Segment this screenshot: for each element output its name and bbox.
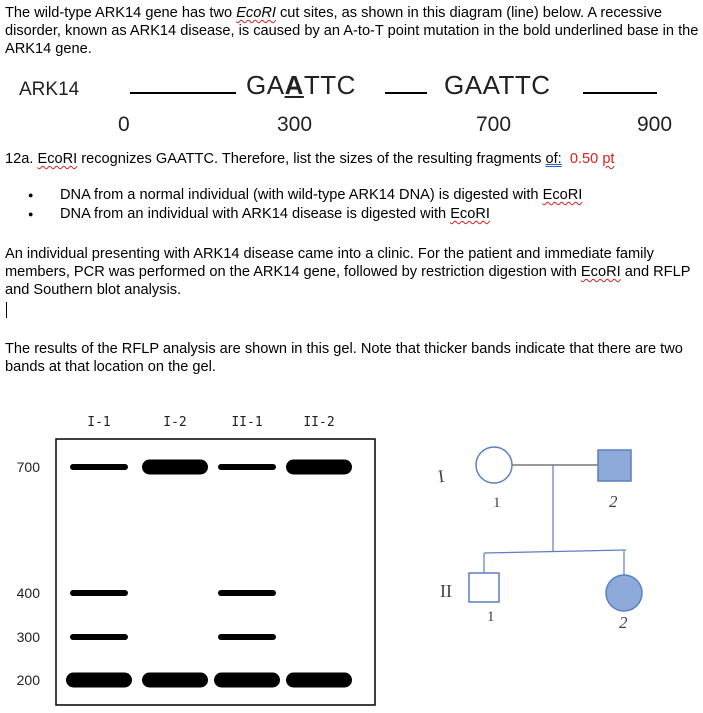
size-label: 300 (16, 629, 40, 645)
gel-figure (0, 400, 390, 713)
gene-line-segment (385, 92, 427, 94)
sibship-line (484, 550, 626, 553)
gel-band (218, 590, 276, 596)
question-12a: 12a. EcoRI recognizes GAATTC. Therefore, list the sizes of the resulting fragments of: 0.50 pt (5, 151, 615, 167)
bullet-list (24, 186, 582, 224)
individual-number: 2 (619, 613, 628, 632)
individual-II-2 (606, 575, 642, 611)
gel-band (214, 673, 280, 688)
lane-label: II-1 (231, 415, 263, 430)
gel-band (142, 460, 208, 475)
points-value: 0.50 (569, 151, 599, 167)
cut-site-1: GAATTC (246, 70, 356, 100)
individual-I-2 (598, 450, 631, 481)
clinic-paragraph: An individual presenting with ARK14 disease came into a clinic. For the patient and immediate family members, PCR was performed on the ARK14 gene, followed by restriction digestion with EcoRI and RFLP and Southern blot analysis. (5, 246, 691, 298)
intro-paragraph: The wild-type ARK14 gene has two EcoRI cut sites, as shown in this diagram (line) below. A recessive disorder, known as ARK14 disease, is caused by an A-to-T point mutation in the bold underlined base in the ARK14 gene. (5, 5, 699, 57)
gel-band (70, 590, 128, 596)
individual-number: 1 (493, 495, 501, 511)
gel-band (70, 464, 128, 470)
gel-band (142, 673, 208, 688)
text-cursor (6, 302, 7, 318)
enzyme-name: EcoRI (236, 5, 276, 21)
position-label: 900 (637, 113, 673, 136)
lane-label: II-2 (303, 415, 335, 430)
gel-band (66, 673, 132, 688)
size-label: 700 (16, 459, 40, 475)
list-item: ● DNA from an individual with ARK14 disease is digested with EcoRI (24, 205, 582, 224)
generation-label: I (436, 465, 446, 487)
points-unit: pt (602, 151, 615, 167)
position-label: 300 (277, 113, 313, 136)
list-item: ● DNA from a normal individual (with wild-type ARK14 DNA) is digested with EcoRI (24, 186, 582, 205)
lane-label: I-1 (87, 415, 111, 430)
size-label: 400 (16, 585, 40, 601)
gene-line-segment (130, 92, 236, 94)
position-label: 700 (476, 113, 512, 136)
position-label: 0 (118, 113, 130, 136)
mutated-base: A (284, 70, 304, 100)
cut-site-2: GAATTC (444, 70, 551, 100)
gel-band (218, 464, 276, 470)
generation-label: II (440, 581, 452, 601)
gel-band (218, 634, 276, 640)
gel-band (286, 673, 352, 688)
pedigree-chart (420, 435, 700, 645)
gel-band (70, 634, 128, 640)
results-paragraph: The results of the RFLP analysis are shown in this gel. Note that thicker bands indicate that there are two bands at that location on the gel. (5, 341, 683, 375)
individual-number: 1 (487, 609, 495, 625)
gel-band (286, 460, 352, 475)
individual-I-1 (476, 447, 512, 483)
gel-frame (56, 439, 375, 705)
lane-label: I-2 (163, 415, 187, 430)
gene-line-segment (583, 92, 657, 94)
individual-II-1 (469, 573, 499, 602)
size-label: 200 (16, 672, 40, 688)
individual-number: 2 (609, 492, 618, 511)
gene-label: ARK14 (19, 79, 80, 100)
